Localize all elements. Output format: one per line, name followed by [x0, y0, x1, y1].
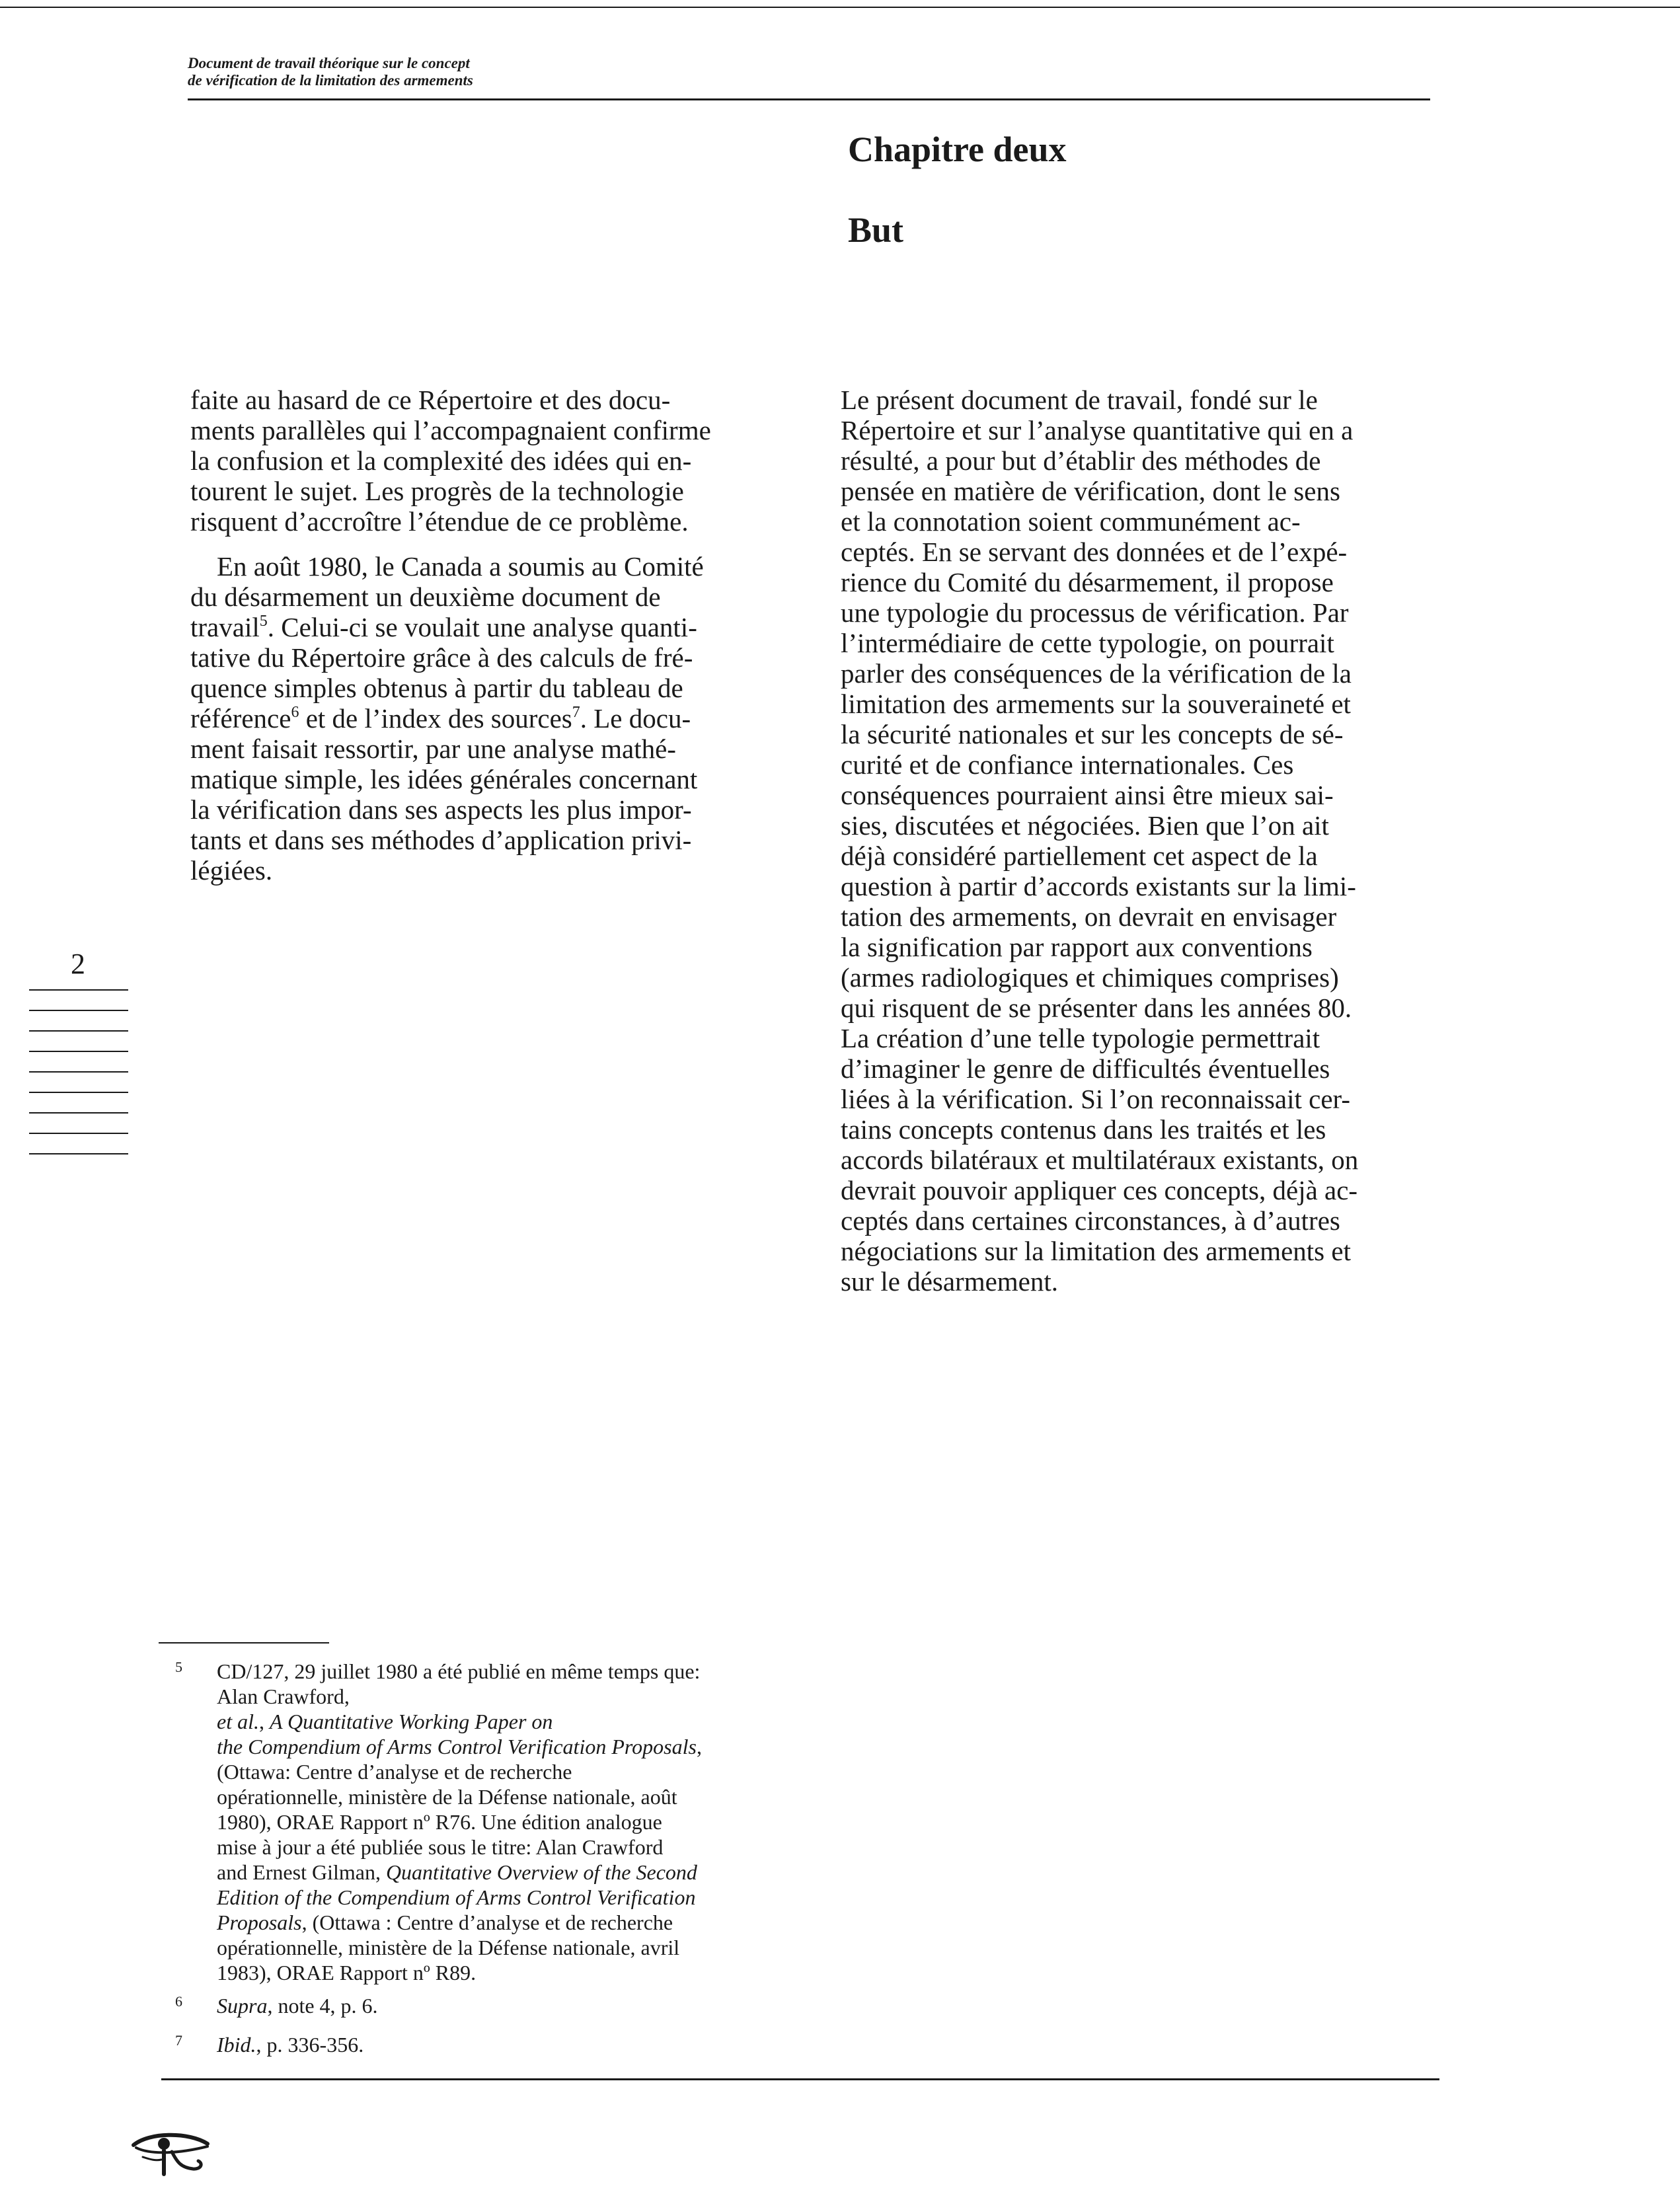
text-line: tains concepts contenus dans les traités et les — [841, 1114, 1326, 1145]
text-line: du désarmement un deuxième document de — [190, 582, 661, 612]
text-line: déjà considéré partiellement cet aspect de la — [841, 841, 1318, 871]
text-line: la signification par rapport aux conventions — [841, 932, 1313, 962]
text-run: the Compendium of Arms Control Verification Proposals — [217, 1735, 697, 1758]
text-line — [217, 2032, 363, 2057]
text-line: risquent d’accroître l’étendue de ce problème. — [190, 506, 689, 537]
text-line: conséquences pourraient ainsi être mieux sai- — [841, 780, 1334, 810]
text-run: , p. 336-356. — [256, 2033, 364, 2057]
text-line — [217, 1993, 378, 2018]
text-line: liées à la vérification. Si l’on reconnaissait cer- — [841, 1084, 1351, 1114]
text-line: tourent le sujet. Les progrès de la technologie — [190, 476, 684, 506]
text-line: ments parallèles qui l’accompagnaient confirme — [190, 415, 711, 445]
text-line — [217, 1910, 702, 1935]
text-run: . Celui-ci se voulait une analyse quanti- — [267, 612, 697, 642]
text-line: matique simple, les idées générales concernant — [190, 764, 698, 794]
text-run: , — [696, 1735, 702, 1758]
eye-logo-graphic — [130, 2128, 215, 2179]
text-line: tative du Répertoire grâce à des calculs de fré- — [190, 642, 693, 673]
text-line: une typologie du processus de vérification. Par — [841, 597, 1349, 628]
top-border-rule — [0, 7, 1680, 8]
running-header-line-2: de vérification de la limitation des armements — [188, 72, 473, 89]
text-line: (Ottawa: Centre d’analyse et de recherche — [217, 1760, 572, 1784]
text-line: et la connotation soient communément ac- — [841, 506, 1301, 537]
margin-rule — [29, 1051, 128, 1052]
footnote-ref-7[interactable]: 7 — [572, 704, 580, 721]
text-line — [190, 703, 691, 734]
chapter-title: Chapitre deux — [848, 130, 1067, 169]
text-line: La création d’une telle typologie permettrait — [841, 1023, 1320, 1053]
text-line: la sécurité nationales et sur les concepts de sé- — [841, 719, 1344, 749]
text-line: curité et de confiance internationales. Ces — [841, 749, 1294, 780]
text-line: opérationnelle, ministère de la Défense nationale, août — [217, 1785, 677, 1809]
footnote-ref-5[interactable]: 5 — [259, 613, 268, 630]
text-run: A Quantitative Working Paper on — [269, 1710, 553, 1733]
text-run: . Le docu- — [580, 703, 691, 734]
text-line: Edition of the Compendium of Arms Control Verification — [217, 1885, 696, 1909]
text-run: , — [258, 1710, 270, 1733]
text-line: rience du Comité du désarmement, il propose — [841, 567, 1334, 597]
text-line: résulté, a pour but d’établir des méthodes de — [841, 445, 1321, 476]
margin-rule — [29, 1092, 128, 1093]
margin-rule — [29, 1030, 128, 1032]
text-run: , note 4, p. 6. — [267, 1994, 378, 2018]
text-line: quence simples obtenus à partir du tableau de — [190, 673, 683, 703]
header-rule — [188, 98, 1430, 100]
running-header-line-1: Document de travail théorique sur le concept — [188, 55, 470, 71]
margin-rule — [29, 989, 128, 991]
text-line: opérationnelle, ministère de la Défense nationale, avril — [217, 1936, 680, 1959]
right-paragraph — [841, 385, 1358, 1297]
text-line — [217, 1860, 702, 1885]
text-line: Répertoire et sur l’analyse quantitative qui en a — [841, 415, 1354, 445]
text-line: devrait pouvoir appliquer ces concepts, déjà ac- — [841, 1175, 1358, 1205]
text-line: faite au hasard de ce Répertoire et des docu- — [190, 385, 671, 415]
page-number: 2 — [71, 948, 85, 980]
text-run: Supra — [217, 1994, 268, 2018]
text-line: parler des conséquences de la vérification de la — [841, 658, 1352, 689]
text-line: négociations sur la limitation des armements et — [841, 1236, 1351, 1266]
bottom-rule — [161, 2078, 1439, 2080]
footnote-number: 5 — [175, 1659, 182, 1675]
text-run: , (Ottawa : Centre d’analyse et de recherche — [301, 1910, 673, 1934]
margin-rule — [29, 1071, 128, 1073]
footnote-text — [217, 2032, 363, 2057]
text-line — [217, 1734, 702, 1759]
margin-rule — [29, 1153, 128, 1154]
text-line — [190, 612, 697, 642]
text-run: et de l’index des sources — [299, 703, 572, 734]
margin-rule — [29, 1010, 128, 1011]
eye-logo-icon — [130, 2128, 215, 2179]
text-line: pensée en matière de vérification, dont le sens — [841, 476, 1340, 506]
text-run: travail — [190, 612, 260, 642]
text-line: Le présent document de travail, fondé sur le — [841, 385, 1318, 415]
right-column — [841, 385, 1358, 1297]
text-run: et al. — [217, 1710, 259, 1733]
left-paragraph-2 — [190, 551, 711, 886]
text-line — [217, 1684, 702, 1734]
text-line: sur le désarmement. — [841, 1266, 1059, 1297]
text-line: ceptés. En se servant des données et de l’expé- — [841, 537, 1348, 567]
text-line: (armes radiologiques et chimiques comprises) — [841, 962, 1339, 993]
text-line: sies, discutées et négociées. Bien que l’on ait — [841, 810, 1329, 841]
margin-rule — [29, 1133, 128, 1134]
left-paragraph-1 — [190, 385, 711, 537]
text-run: Proposals — [217, 1910, 302, 1934]
text-run: Ibid. — [217, 2033, 256, 2057]
text-run: référence — [190, 703, 291, 734]
text-line: tants et dans ses méthodes d’application privi- — [190, 825, 692, 855]
footnote-ref-6[interactable]: 6 — [291, 704, 299, 721]
text-line: qui risquent de se présenter dans les années 80. — [841, 993, 1352, 1023]
text-line: d’imaginer le genre de difficultés éventuelles — [841, 1053, 1330, 1084]
text-line: légiées. — [190, 855, 273, 886]
footnotes — [175, 1659, 836, 2057]
margin-rule-stack — [29, 989, 128, 1174]
text-line: question à partir d’accords existants sur la limi- — [841, 871, 1356, 901]
text-line: la confusion et la complexité des idées qui en- — [190, 445, 692, 476]
text-line: accords bilatéraux et multilatéraux existants, on — [841, 1145, 1359, 1175]
margin-rule — [29, 1112, 128, 1114]
text-run: Quantitative Overview of the Second — [385, 1860, 697, 1884]
text-line: tation des armements, on devrait en envisager — [841, 901, 1337, 932]
text-line: En août 1980, le Canada a soumis au Comité — [217, 551, 704, 582]
footnote-number: 7 — [175, 2032, 182, 2049]
text-line: la vérification dans ses aspects les plus impor- — [190, 794, 692, 825]
text-run: and Ernest Gilman, — [217, 1860, 386, 1884]
text-line: limitation des armements sur la souveraineté et — [841, 689, 1351, 719]
text-line: 1980), ORAE Rapport nº R76. Une édition analogue — [217, 1810, 662, 1834]
text-run: Alan Crawford, — [217, 1684, 350, 1708]
footnote-text — [217, 1993, 378, 2018]
left-column — [190, 385, 711, 886]
chapter-subtitle: But — [848, 210, 904, 250]
text-line: CD/127, 29 juillet 1980 a été publié en même temps que: — [217, 1659, 701, 1683]
footnote-separator — [159, 1642, 329, 1644]
text-line: 1983), ORAE Rapport nº R89. — [217, 1961, 477, 1984]
text-line: mise à jour a été publiée sous le titre: Alan Crawford — [217, 1835, 664, 1859]
text-line: ment faisait ressortir, par une analyse mathé- — [190, 734, 676, 764]
text-line: ceptés dans certaines circonstances, à d’autres — [841, 1205, 1340, 1236]
footnote-text — [217, 1659, 702, 1985]
text-line: l’intermédiaire de cette typologie, on pourrait — [841, 628, 1334, 658]
footnote-number: 6 — [175, 1993, 182, 2010]
